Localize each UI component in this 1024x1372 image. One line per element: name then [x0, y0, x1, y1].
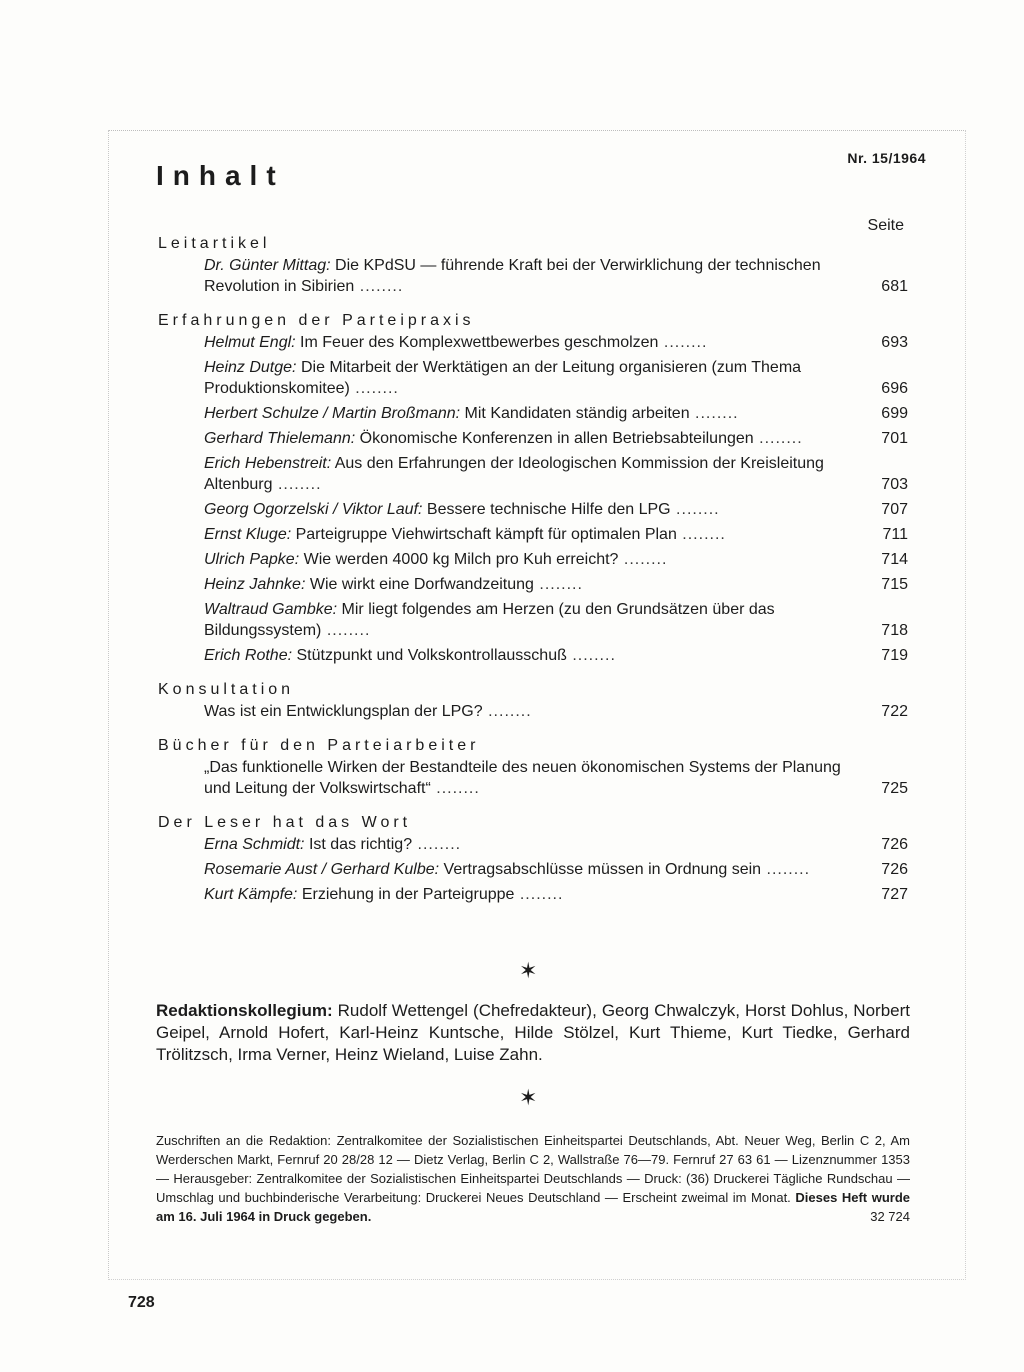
entry-title: Erziehung in der Parteigruppe [301, 886, 515, 903]
leader-dots: ........ [658, 334, 708, 351]
entry-author: Georg Ogorzelski / Viktor Lauf: [204, 501, 423, 518]
toc-entry [204, 453, 908, 495]
imprint [156, 1131, 910, 1226]
entry-title: Was ist ein Entwicklungsplan der LPG? [204, 703, 483, 720]
section-title: Der Leser hat das Wort [158, 814, 412, 831]
entry-page-number: 718 [881, 622, 908, 639]
entry-title: Wie wirkt eine Dorfwandzeitung [309, 576, 534, 593]
print-note: Dieses Heft wurde am 16. Juli 1964 in Druck gegeben. [156, 1190, 910, 1224]
toc-entry [204, 428, 908, 449]
toc-entry-text [204, 524, 860, 545]
section-title: Leitartikel [158, 235, 271, 252]
leader-dots: ........ [761, 861, 811, 878]
entry-author: Erna Schmidt: [204, 836, 305, 853]
entry-page-number: 726 [881, 861, 908, 878]
entry-author: Herbert Schulze / Martin Broßmann: [204, 405, 461, 422]
toc-entry [204, 599, 908, 641]
entry-author: Erich Hebenstreit: [204, 455, 332, 472]
toc-entry [204, 701, 908, 722]
entry-page-number: 711 [882, 526, 908, 543]
entry-title: Aus den Erfahrungen der Ideologischen Kommission der Kreisleitung Altenburg [204, 455, 824, 493]
entry-title: Ökonomische Konferenzen in allen Betriebsabteilungen [359, 430, 754, 447]
section-title: Bücher für den Parteiarbeiter [158, 737, 480, 754]
toc-entry-text [204, 645, 860, 666]
leader-dots: ........ [482, 703, 532, 720]
entry-author: Kurt Kämpfe: [204, 886, 298, 903]
toc-entry-text [204, 499, 860, 520]
leader-dots: ........ [354, 278, 404, 295]
imprint-text: Zuschriften an die Redaktion: Zentralkomitee der Sozialistischen Einheitspartei Deutschlands, Abt. Neuer Weg, Berlin C 2, Am Werderschen Markt, Fernruf 20 28/28 12 — Dietz Verlag, Berlin C 2, Wallstraße 76—79. Fernruf 27 63 61 — Lizenznummer 1353 — Herausgeber: Zentralkomitee der Sozialistischen Einheitspartei Deutschlands — Druck: (36) Druckerei Tägliche Rundschau — Umschlag und buchbinderische Verarbeitung: Druckerei Neues Deutschland — Erscheint zweimal im Monat. [156, 1133, 910, 1205]
leader-dots: ........ [349, 380, 399, 397]
toc-entry [204, 549, 908, 570]
entry-page-number: 714 [881, 551, 908, 568]
leader-dots: ........ [272, 476, 322, 493]
entry-page-number: 727 [881, 886, 908, 903]
entry-title: „Das funktionelle Wirken der Bestandteile des neuen ökonomischen Systems der Planung und Leitung der Volkswirtschaft“ [204, 759, 841, 797]
toc-entry [204, 524, 908, 545]
table-of-contents [158, 233, 908, 909]
toc-entry-text [204, 453, 860, 495]
toc-entry-text [204, 884, 860, 905]
toc-entry-text [204, 255, 860, 297]
toc-entry [204, 403, 908, 424]
page-column-label: Seite [867, 217, 904, 234]
toc-entry-text [204, 599, 860, 641]
toc-entry-text [204, 549, 860, 570]
toc-entry [204, 859, 908, 880]
entry-page-number: 701 [881, 430, 908, 447]
entry-title: Vertragsabschlüsse müssen in Ordnung sein [443, 861, 762, 878]
leader-dots: ........ [321, 622, 371, 639]
editorial-board [156, 1000, 910, 1066]
toc-entry-text [204, 859, 860, 880]
entry-author: Erich Rothe: [204, 647, 293, 664]
toc-entry-text [204, 757, 860, 799]
entry-title: Bessere technische Hilfe den LPG [426, 501, 671, 518]
entry-author: Helmut Engl: [204, 334, 296, 351]
toc-entry-text [204, 574, 860, 595]
leader-dots: ........ [676, 526, 726, 543]
section-title: Konsultation [158, 681, 295, 698]
divider-star-icon: ✶ [519, 958, 538, 983]
entry-page-number: 699 [881, 405, 908, 422]
leader-dots: ........ [514, 886, 564, 903]
entry-author: Heinz Dutge: [204, 359, 297, 376]
editorial-board-members: Rudolf Wettengel (Chefredakteur), Georg Chwalczyk, Horst Dohlus, Norbert Geipel, Arnold Hofert, Karl-Heinz Kuntsche, Hilde Stölzel, Kurt Thieme, Kurt Tiedke, Gerhard Trölitzsch, Irma Verner, Heinz Wieland, Luise Zahn. [156, 1001, 910, 1064]
entry-author: Waltraud Gambke: [204, 601, 338, 618]
toc-entry-text [204, 403, 860, 424]
entry-page-number: 681 [881, 278, 908, 295]
leader-dots: ........ [689, 405, 739, 422]
entry-title: Parteigruppe Viehwirtschaft kämpft für optimalen Plan [295, 526, 677, 543]
entry-author: Dr. Günter Mittag: [204, 257, 331, 274]
entry-page-number: 693 [881, 334, 908, 351]
toc-entry [204, 574, 908, 595]
toc-entry-text [204, 428, 860, 449]
entry-title: Ist das richtig? [308, 836, 413, 853]
entry-page-number: 696 [881, 380, 908, 397]
entry-title: Stützpunkt und Volkskontrollausschuß [296, 647, 567, 664]
section-title: Erfahrungen der Parteipraxis [158, 312, 475, 329]
editorial-board-label: Redaktionskollegium: [156, 1001, 333, 1020]
toc-entry [204, 499, 908, 520]
entry-page-number: 719 [881, 647, 908, 664]
toc-entry [204, 834, 908, 855]
leader-dots: ........ [430, 780, 480, 797]
toc-entry-text [204, 332, 860, 353]
toc-entry [204, 645, 908, 666]
entry-title: Mit Kandidaten ständig arbeiten [464, 405, 690, 422]
entry-page-number: 715 [881, 576, 908, 593]
entry-page-number: 722 [881, 703, 908, 720]
toc-entry [204, 357, 908, 399]
page-number: 728 [128, 1294, 155, 1311]
leader-dots: ........ [618, 551, 668, 568]
entry-page-number: 725 [881, 780, 908, 797]
entry-title: Wie werden 4000 kg Milch pro Kuh erreicht? [303, 551, 619, 568]
entry-page-number: 703 [881, 476, 908, 493]
toc-entry [204, 332, 908, 353]
entry-page-number: 707 [881, 501, 908, 518]
print-code: 32 724 [870, 1209, 910, 1224]
entry-title: Mir liegt folgendes am Herzen (zu den Grundsätzen über das Bildungssystem) [204, 601, 775, 639]
entry-author: Heinz Jahnke: [204, 576, 306, 593]
leader-dots: ........ [533, 576, 583, 593]
entry-author: Gerhard Thielemann: [204, 430, 356, 447]
toc-entry-text [204, 834, 860, 855]
entry-author: Ulrich Papke: [204, 551, 300, 568]
toc-entry [204, 255, 908, 297]
toc-entry-text [204, 357, 860, 399]
page-title: Inhalt [156, 160, 285, 191]
toc-entry [204, 884, 908, 905]
entry-author: Ernst Kluge: [204, 526, 292, 543]
leader-dots: ........ [670, 501, 720, 518]
entry-title: Die KPdSU — führende Kraft bei der Verwirklichung der technischen Revolution in Sibirien [204, 257, 821, 295]
leader-dots: ........ [566, 647, 616, 664]
divider-star-icon: ✶ [519, 1085, 538, 1110]
entry-page-number: 726 [881, 836, 908, 853]
toc-entry-text [204, 701, 860, 722]
leader-dots: ........ [753, 430, 803, 447]
entry-title: Im Feuer des Komplexwettbewerbes geschmolzen [300, 334, 659, 351]
toc-entry [204, 757, 908, 799]
entry-title: Die Mitarbeit der Werktätigen an der Leitung organisieren (zum Thema Produktionskomitee) [204, 359, 802, 397]
entry-author: Rosemarie Aust / Gerhard Kulbe: [204, 861, 440, 878]
leader-dots: ........ [412, 836, 462, 853]
issue-number: Nr. 15/1964 [847, 150, 926, 166]
